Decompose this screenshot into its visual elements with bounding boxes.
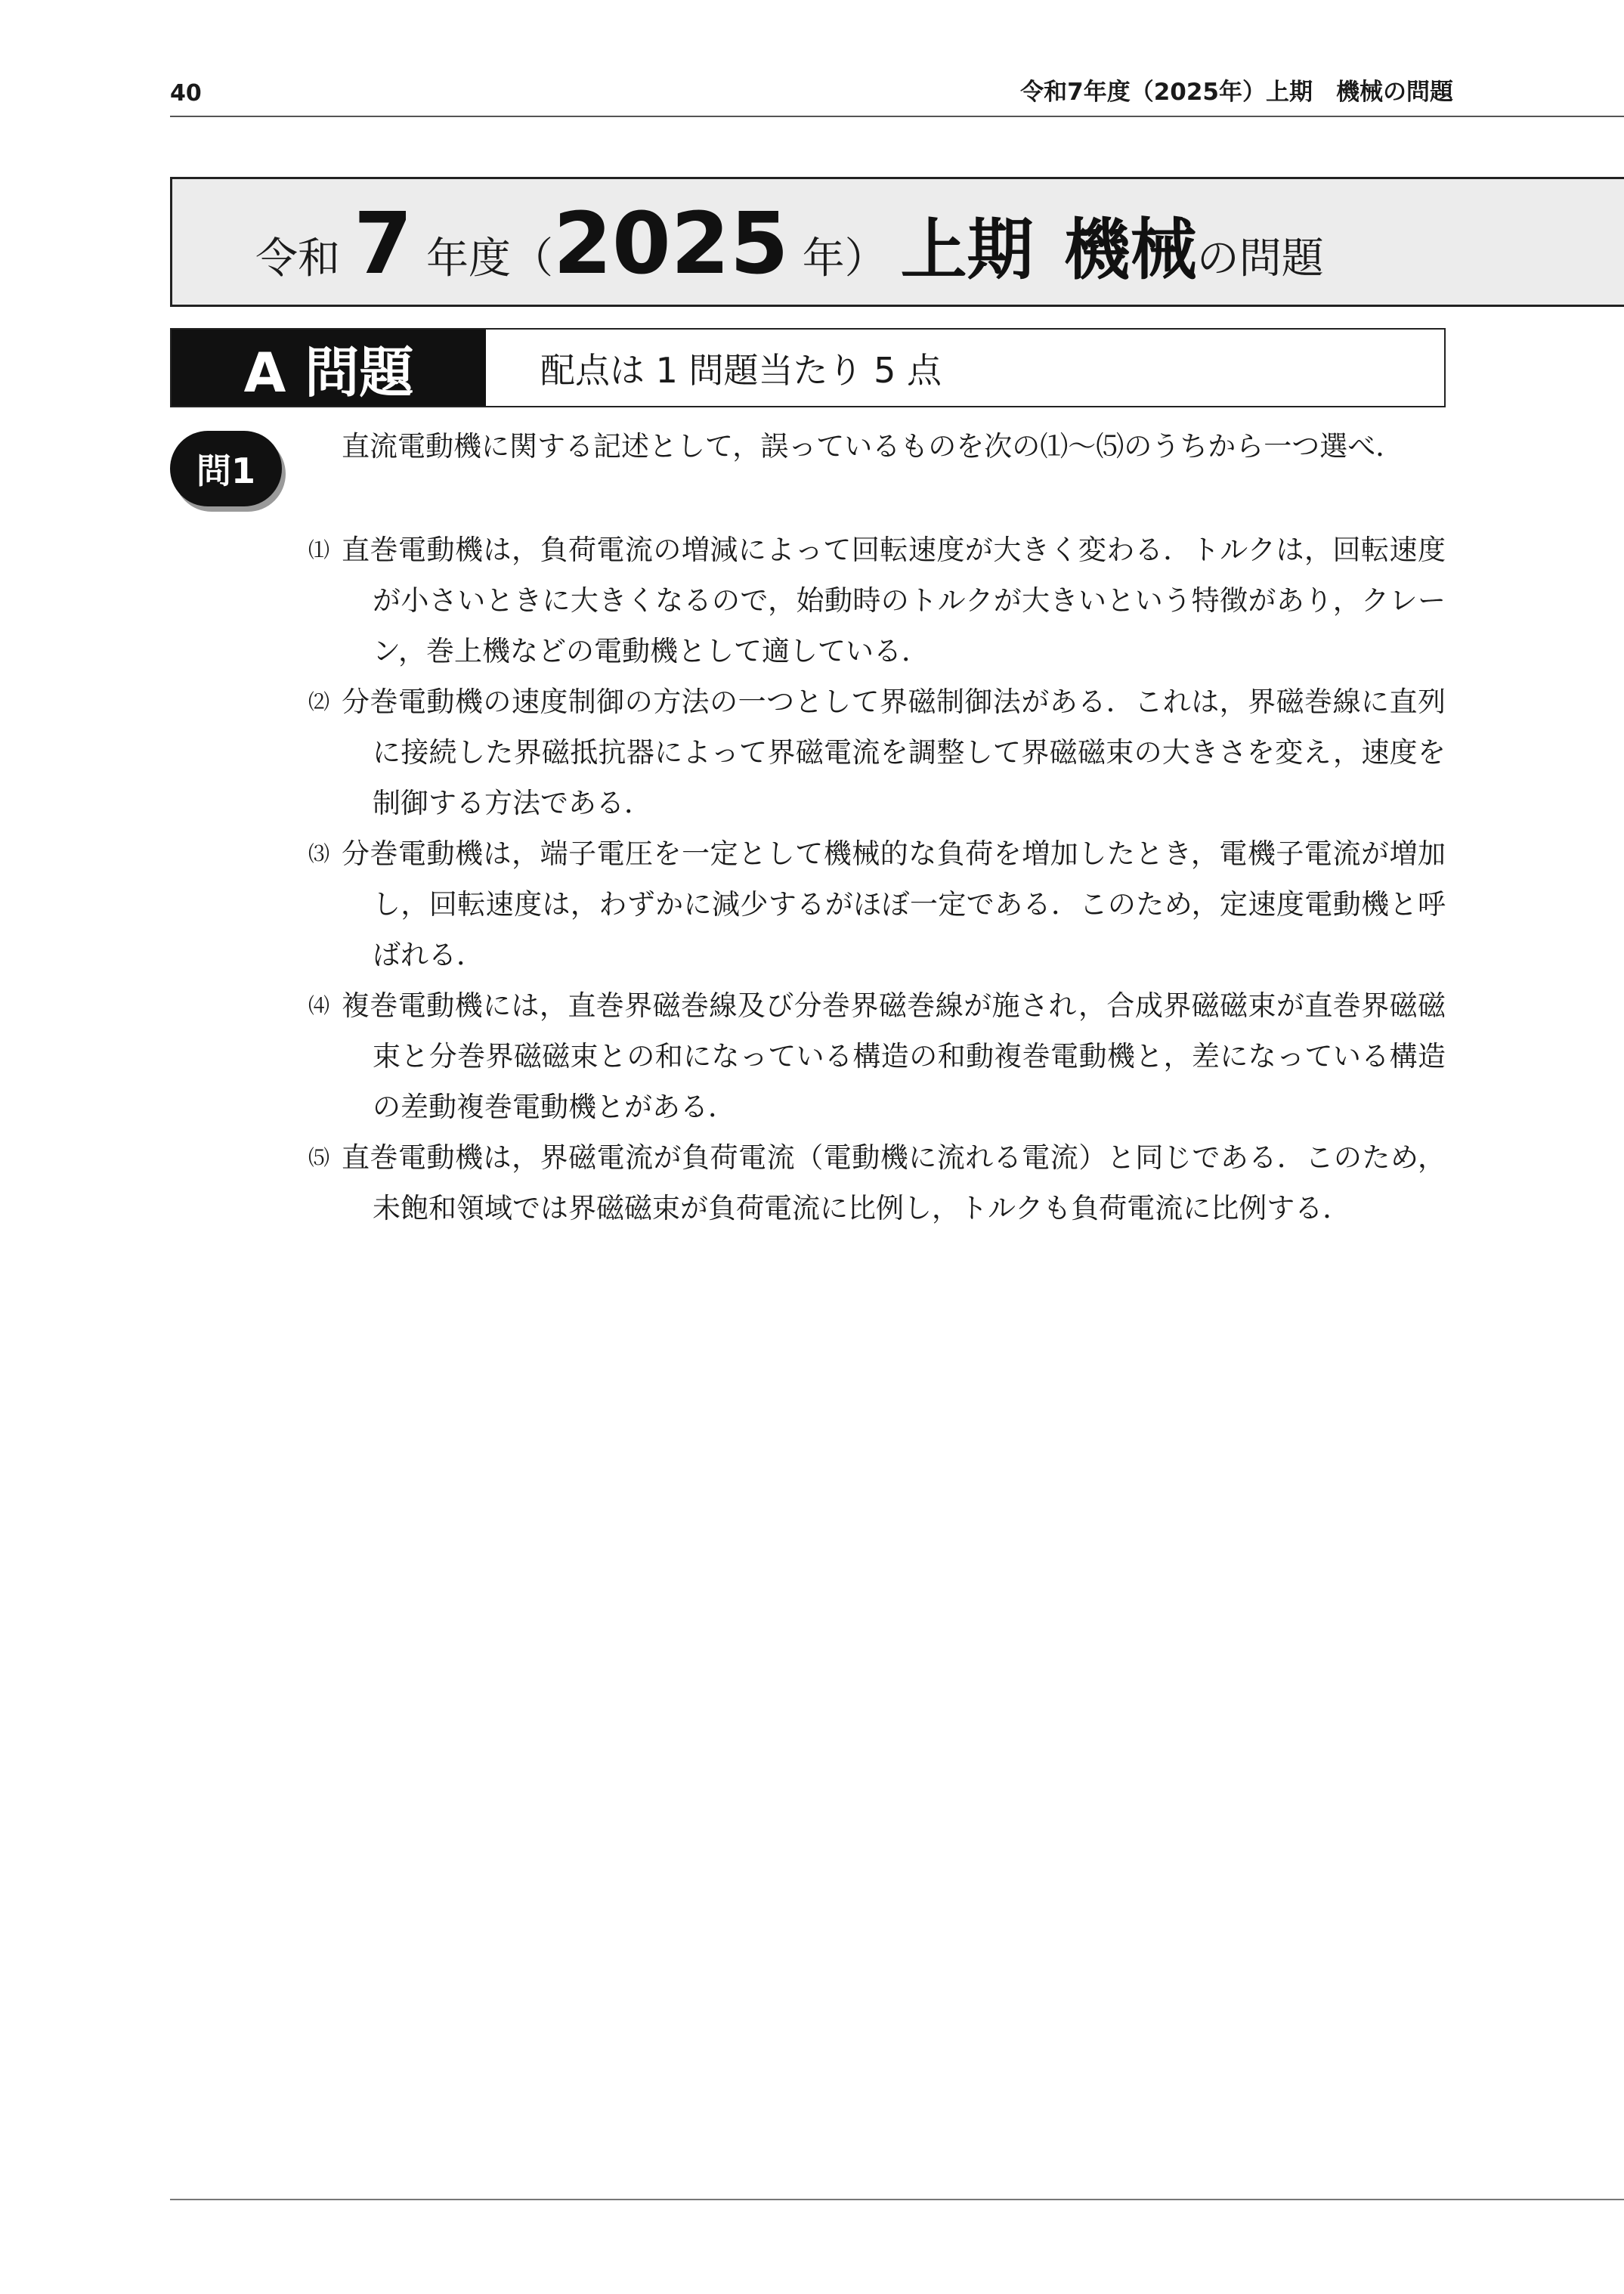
title-year-suffix: 年度（ (425, 234, 553, 283)
title-year: 2025 (552, 195, 789, 293)
title-tail: の問題 (1196, 234, 1324, 283)
choice-item (308, 980, 1446, 1132)
title-box (170, 177, 1624, 307)
choice-item (308, 828, 1446, 980)
choice-text: 分巻電動機は，端子電圧を一定として機械的な負荷を増加したとき，電機子電流が増加し，回転速度は，わずかに減少するがほぼ一定である．このため，定速度電動機と呼ばれる． (342, 837, 1446, 971)
choice-text: 分巻電動機の速度制御の方法の一つとして界磁制御法がある．これは，界磁巻線に直列に接続した界磁抵抗器によって界磁電流を調整して界磁磁束の大きさを変え，速度を制御する方法である． (342, 686, 1446, 819)
choice-number: ⑶ (308, 841, 330, 866)
page-number: 40 (170, 80, 202, 107)
title-term: 上期 (900, 211, 1034, 289)
title-year-close: 年） (802, 234, 887, 283)
title-subject: 機械 (1063, 211, 1197, 289)
choice-number: ⑷ (308, 993, 330, 1018)
choice-item (308, 1132, 1446, 1234)
footer-rule (170, 2199, 1624, 2200)
section-subtitle: 配点は 1 問題当たり 5 点 (540, 349, 942, 391)
question-badge: 問1 (170, 431, 282, 506)
section-label: A 問題 (172, 330, 486, 406)
choice-number: ⑴ (308, 537, 330, 562)
section-band (170, 328, 1446, 407)
choice-text: 直巻電動機は，界磁電流が負荷電流（電動機に流れる電流）と同じである．このため，未飽和領域では界磁磁束が負荷電流に比例し，トルクも負荷電流に比例する． (342, 1141, 1446, 1224)
question-stem: 直流電動機に関する記述として，誤っているものを次の⑴～⑸のうちから一つ選べ． (342, 430, 1404, 463)
choice-text: 直巻電動機は，負荷電流の増減によって回転速度が大きく変わる．トルクは，回転速度が小さいときに大きくなるので，始動時のトルクが大きいという特徴があり，クレーン，巻上機などの電動機として適している． (342, 534, 1446, 667)
choice-text: 複巻電動機には，直巻界磁巻線及び分巻界磁巻線が施され，合成界磁磁束が直巻界磁磁束と分巻界磁磁束との和になっている構造の和動複巻電動機と，差になっている構造の差動複巻電動機とがある． (342, 989, 1446, 1123)
title-era: 令和 (255, 234, 340, 283)
header-rule (170, 116, 1624, 117)
running-title: 令和7年度（2025年）上期 機械の問題 (1020, 79, 1453, 106)
choice-item (308, 525, 1446, 676)
choice-item (308, 676, 1446, 828)
title-era-year: 7 (354, 195, 413, 293)
page-title (255, 179, 1324, 305)
choice-number: ⑵ (308, 689, 330, 714)
choice-list (308, 525, 1446, 1234)
choice-number: ⑸ (308, 1145, 330, 1170)
